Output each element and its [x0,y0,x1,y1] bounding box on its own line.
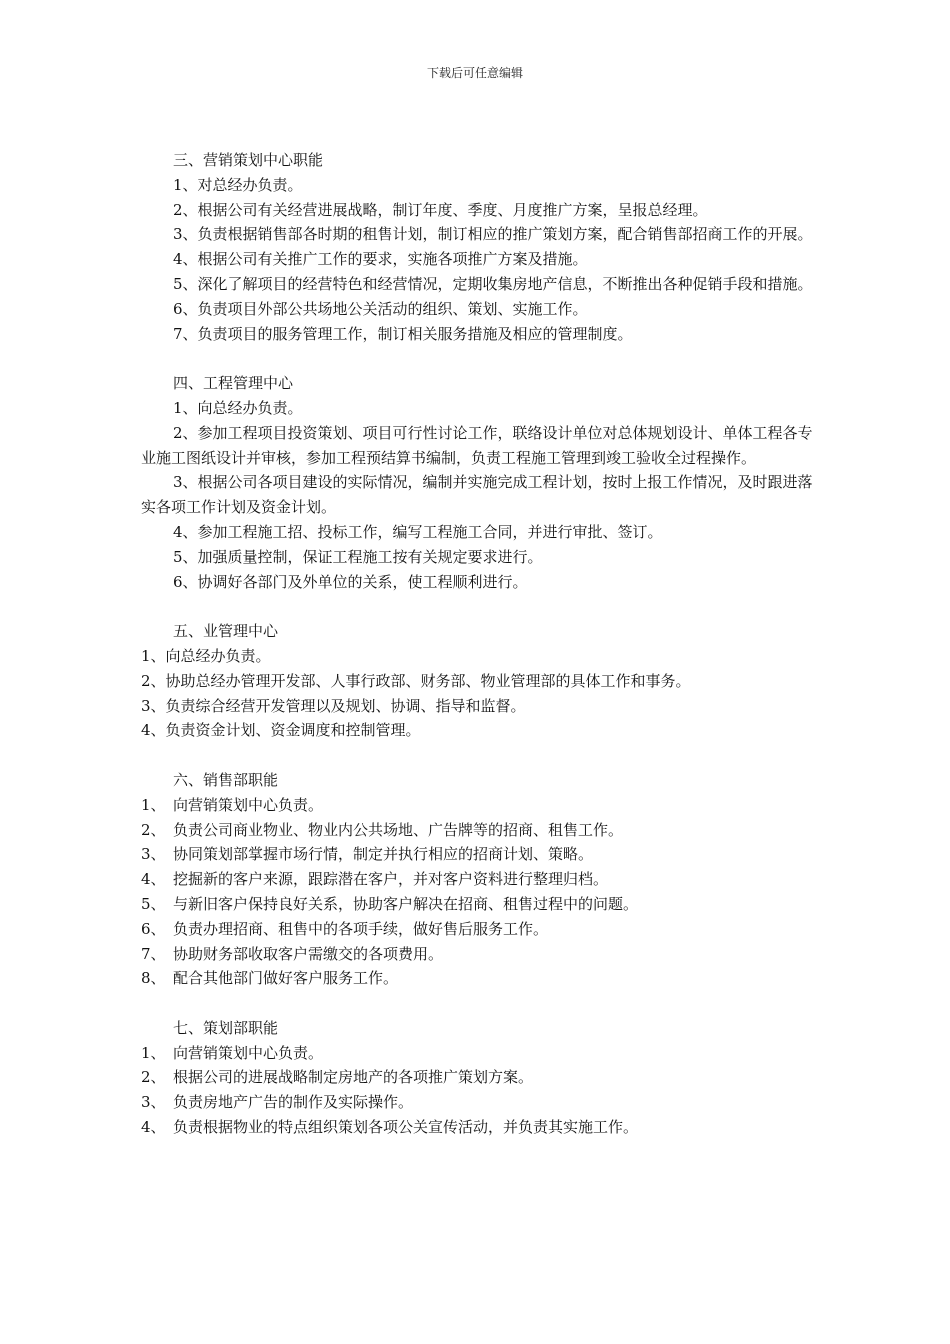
list-item: 5、 与新旧客户保持良好关系，协助客户解决在招商、租售过程中的问题。 [141,894,639,913]
list-item: 2、 负责公司商业物业、物业内公共场地、广告牌等的招商、租售工作。 [141,820,624,839]
list-item: 5、加强质量控制，保证工程施工按有关规定要求进行。 [173,547,543,566]
list-item: 4、负责资金计划、资金调度和控制管理。 [141,721,421,740]
list-item: 2、参加工程项目投资策划、项目可行性讨论工作，联络设计单位对总体规划设计、单体工程各专业施工图纸设计并审核，参加工程预结算书编制，负责工程施工管理到竣工验收全过程操作。 [141,423,813,467]
document-body [141,148,813,1165]
page-header: 下载后可任意编辑 [426,66,523,80]
list-item: 1、向总经办负责。 [173,398,303,417]
list-item: 4、根据公司有关推广工作的要求，实施各项推广方案及措施。 [173,250,588,269]
list-item: 3、根据公司各项目建设的实际情况，编制并实施完成工程计划，按时上报工作情况，及时跟进落实各项工作计划及资金计划。 [141,473,813,517]
list-item: 4、参加工程施工招、投标工作，编写工程施工合同，并进行审批、签订。 [173,522,663,541]
list-item: 3、 负责房地产广告的制作及实际操作。 [141,1093,414,1112]
list-item: 7、 协助财务部收取客户需缴交的各项费用。 [141,944,444,963]
list-item: 1、对总经办负责。 [173,175,303,194]
list-item: 4、 挖掘新的客户来源，跟踪潜在客户，并对客户资料进行整理归档。 [141,870,609,889]
list-item: 6、 负责办理招商、租售中的各项手续，做好售后服务工作。 [141,919,549,938]
list-item: 4、 负责根据物业的特点组织策划各项公关宣传活动，并负责其实施工作。 [141,1118,639,1137]
list-item: 3、 协同策划部掌握市场行情，制定并执行相应的招商计划、策略。 [141,845,594,864]
section-2 [141,371,813,594]
section-title: 六、销售部职能 [173,770,279,789]
list-item: 6、负责项目外部公共场地公关活动的组织、策划、实施工作。 [173,299,588,318]
section-5 [141,1016,813,1140]
list-item: 5、深化了解项目的经营特色和经营情况，定期收集房地产信息，不断推出各种促销手段和措施。 [173,274,813,293]
section-4 [141,768,813,991]
list-item: 2、根据公司有关经营进展战略，制订年度、季度、月度推广方案，呈报总经理。 [173,200,708,219]
list-item: 1、向总经办负责。 [141,646,271,665]
section-title: 五、业管理中心 [173,622,279,641]
section-title: 四、工程管理中心 [173,374,294,393]
section-title: 七、策划部职能 [173,1018,279,1037]
list-item: 2、 根据公司的进展战略制定房地产的各项推广策划方案。 [141,1068,534,1087]
list-item: 8、 配合其他部门做好客户服务工作。 [141,969,399,988]
list-item: 1、 向营销策划中心负责。 [141,1043,324,1062]
section-title: 三、营销策划中心职能 [173,151,324,169]
list-item: 7、负责项目的服务管理工作，制订相关服务措施及相应的管理制度。 [173,324,633,343]
section-1 [141,148,813,346]
list-item: 1、 向营销策划中心负责。 [141,795,324,814]
list-item: 3、负责根据销售部各时期的租售计划，制订相应的推广策划方案，配合销售部招商工作的开展。 [173,225,813,244]
list-item: 3、负责综合经营开发管理以及规划、协调、指导和监督。 [141,696,526,715]
section-3 [141,619,813,743]
list-item: 6、协调好各部门及外单位的关系，使工程顺利进行。 [173,572,528,591]
list-item: 2、协助总经办管理开发部、人事行政部、财务部、物业管理部的具体工作和事务。 [141,671,691,690]
